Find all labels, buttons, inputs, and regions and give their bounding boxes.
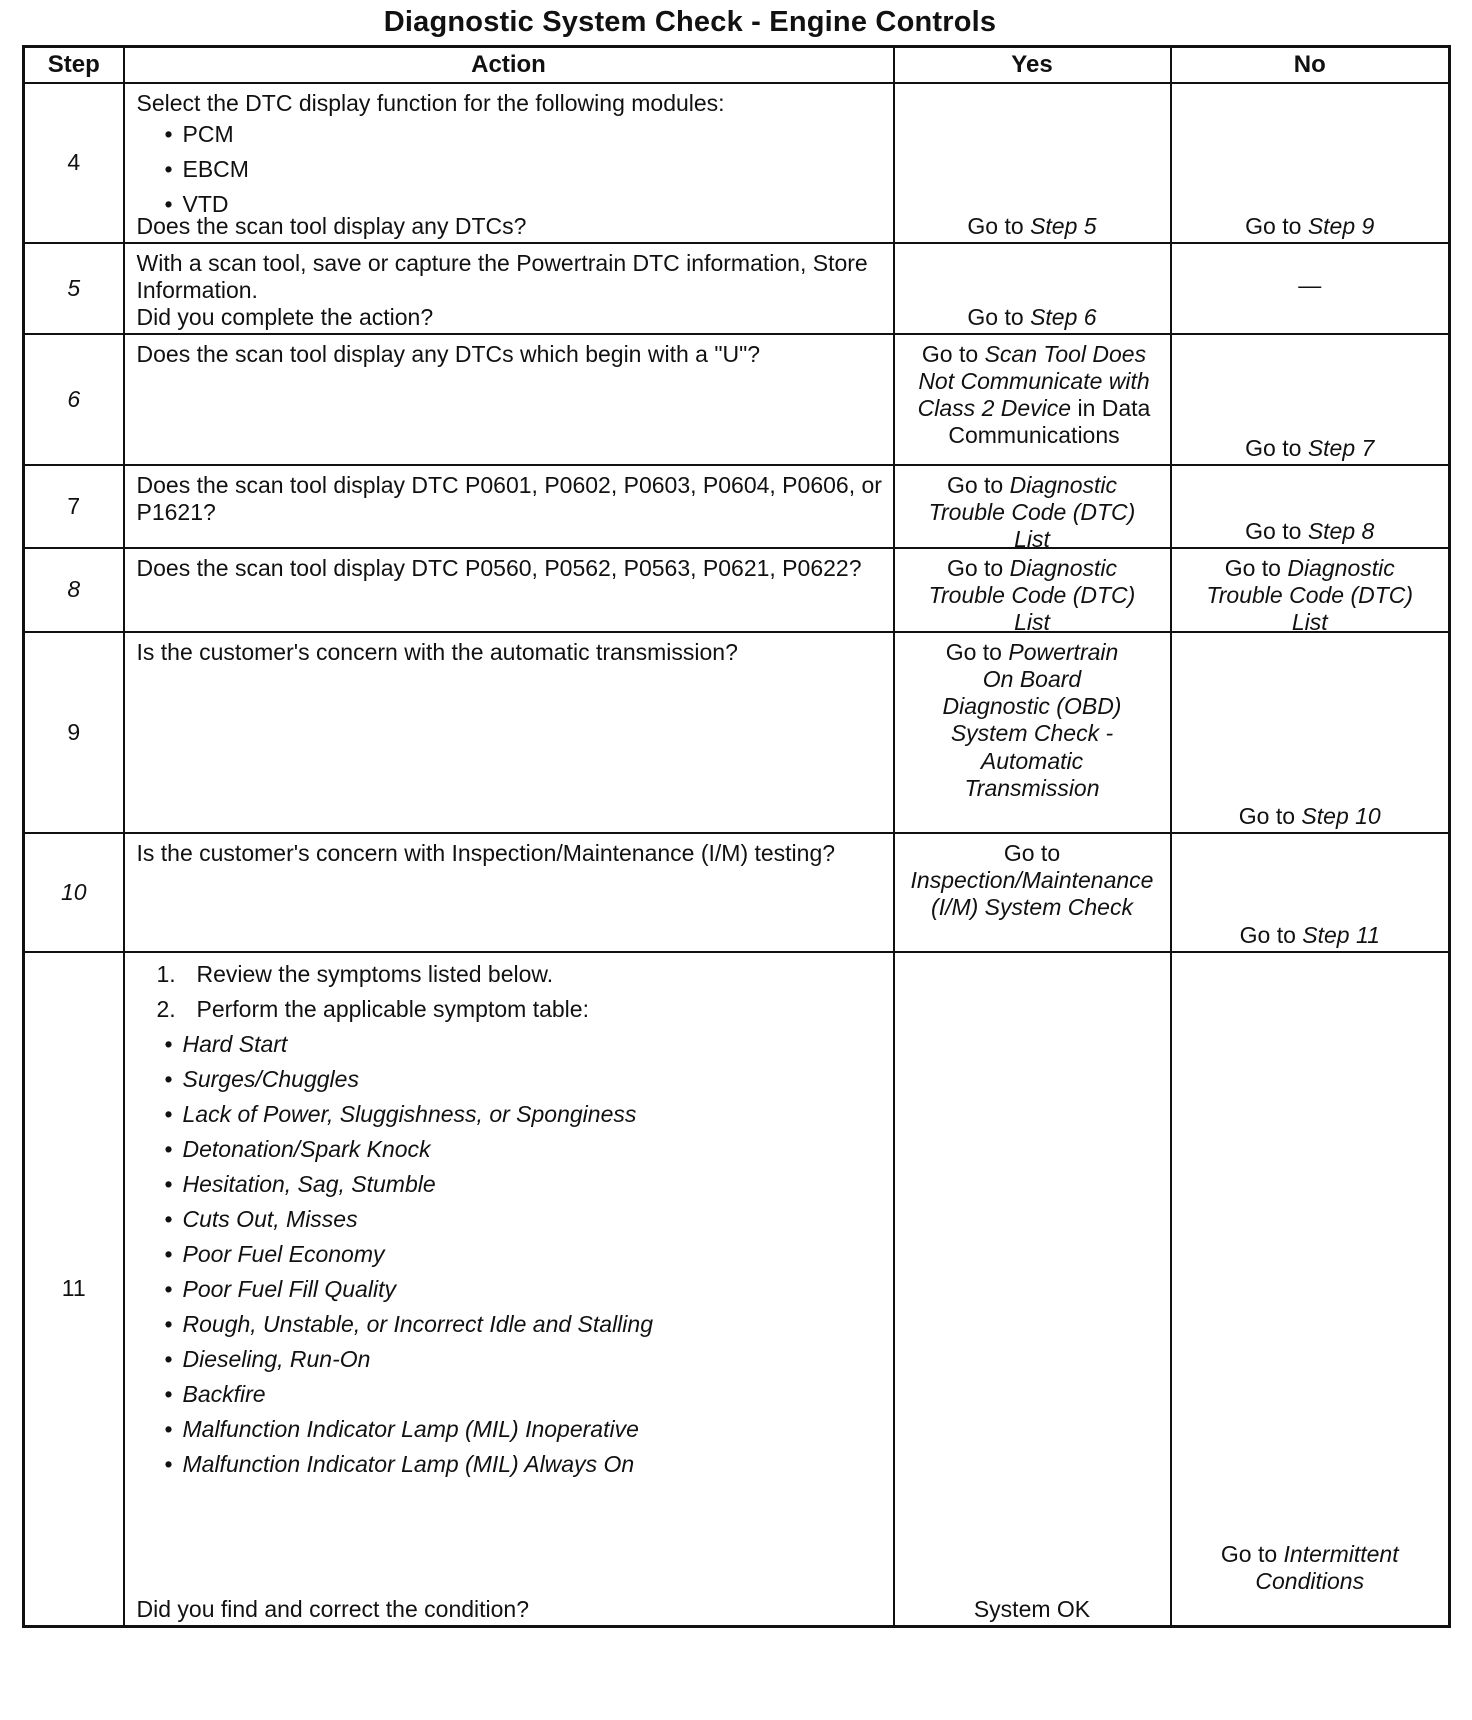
action-question: Does the scan tool display any DTCs?	[136, 212, 527, 239]
no-prefix: Go to	[1238, 802, 1302, 829]
no-link[interactable]: Step 8	[1307, 517, 1375, 544]
table-header-row	[24, 47, 1450, 84]
symptom-link[interactable]: • Lack of Power, Sluggishness, or Sponginess	[137, 1097, 883, 1132]
action-text: Select the DTC display function for the following modules:	[136, 90, 725, 116]
action-cell	[124, 243, 894, 334]
no-prefix: Go to	[1245, 212, 1308, 239]
table-row	[24, 632, 1450, 833]
symptom-link[interactable]: • Poor Fuel Fill Quality	[137, 1272, 883, 1307]
step-text: Review the symptoms listed below.	[196, 961, 554, 987]
step-number: 9	[24, 632, 124, 833]
action-cell	[124, 548, 894, 632]
yes-link[interactable]: Diagnostic Trouble Code (DTC) List	[928, 472, 1136, 553]
no-cell	[1171, 833, 1450, 952]
table-row	[24, 334, 1450, 465]
step-number: 7	[24, 465, 124, 548]
yes-prefix: Go to	[1003, 840, 1061, 866]
yes-cell	[894, 243, 1171, 334]
yes-prefix: Go to	[921, 341, 985, 367]
procedure-list	[137, 957, 883, 1027]
no-cell	[1171, 548, 1450, 636]
list-item	[137, 957, 883, 992]
no-link[interactable]: Step 11	[1302, 921, 1380, 948]
diagnostic-table	[22, 45, 1451, 1628]
yes-link[interactable]: Inspection/Maintenance (I/M) System Check	[910, 867, 1154, 921]
no-link[interactable]: Intermittent Conditions	[1255, 1540, 1399, 1594]
no-cell	[1171, 465, 1450, 548]
action-text: With a scan tool, save or capture the Powertrain DTC information, Store Information.	[136, 250, 868, 304]
action-cell	[124, 465, 894, 548]
symptom-link[interactable]: • Dieseling, Run-On	[137, 1342, 883, 1377]
yes-prefix: Go to	[946, 555, 1010, 581]
page-title: Diagnostic System Check - Engine Controls	[383, 6, 997, 38]
action-cell	[124, 952, 894, 1627]
step-number: 10	[24, 833, 124, 952]
no-link[interactable]: Diagnostic Trouble Code (DTC) List	[1206, 555, 1414, 636]
yes-link[interactable]: Scan Tool Does Not Communicate with Class 2 Device	[917, 341, 1150, 422]
no-cell	[1171, 334, 1450, 465]
action-question: Does the scan tool display DTC P0560, P0562, P0563, P0621, P0622?	[136, 555, 862, 581]
step-number: 5	[24, 243, 124, 334]
list-item: • EBCM	[137, 152, 883, 187]
step-num: 2.	[156, 996, 176, 1022]
symptom-link[interactable]: • Surges/Chuggles	[137, 1062, 883, 1097]
no-link[interactable]: Step 9	[1307, 212, 1375, 239]
no-cell	[1171, 632, 1450, 833]
yes-cell	[894, 833, 1171, 952]
table-row	[24, 465, 1450, 548]
action-question: Did you complete the action?	[136, 303, 434, 330]
action-cell	[124, 833, 894, 952]
step-number: 6	[24, 334, 124, 465]
action-cell	[124, 632, 894, 833]
no-value: —	[1298, 272, 1322, 298]
step-number: 8	[24, 548, 124, 632]
yes-suffix: in Data Communications	[948, 395, 1151, 449]
no-prefix: Go to	[1245, 517, 1308, 544]
action-question: Is the customer's concern with the automatic transmission?	[136, 639, 738, 665]
yes-cell	[894, 548, 1171, 636]
symptom-link[interactable]: • Rough, Unstable, or Incorrect Idle and Stalling	[137, 1307, 883, 1342]
no-link[interactable]: Step 7	[1307, 434, 1375, 461]
symptom-link[interactable]: • Malfunction Indicator Lamp (MIL) Inoperative	[137, 1412, 883, 1447]
list-item: • PCM	[137, 117, 883, 152]
symptom-link[interactable]: • Cuts Out, Misses	[137, 1202, 883, 1237]
header-step: Step	[24, 47, 124, 84]
step-number: 11	[24, 952, 124, 1627]
no-cell	[1171, 243, 1450, 334]
no-prefix: Go to	[1245, 434, 1308, 461]
yes-link[interactable]: Step 5	[1030, 212, 1097, 239]
yes-prefix: Go to	[945, 639, 1009, 665]
list-item: • VTD	[137, 187, 883, 222]
table-row	[24, 952, 1450, 1627]
yes-prefix: Go to	[967, 212, 1031, 239]
action-question: Does the scan tool display DTC P0601, P0602, P0603, P0604, P0606, or P1621?	[136, 472, 882, 526]
table-row	[24, 243, 1450, 334]
table-row	[24, 548, 1450, 632]
no-prefix: Go to	[1224, 555, 1288, 581]
header-action: Action	[124, 47, 894, 84]
yes-cell	[894, 334, 1171, 465]
yes-value: System OK	[973, 1595, 1091, 1622]
list-item	[137, 992, 883, 1027]
table-row	[24, 83, 1450, 243]
symptom-link[interactable]: • Poor Fuel Economy	[137, 1237, 883, 1272]
action-question: Is the customer's concern with Inspection/Maintenance (I/M) testing?	[136, 840, 836, 866]
yes-link[interactable]: Diagnostic Trouble Code (DTC) List	[928, 555, 1136, 636]
step-num: 1.	[156, 961, 176, 987]
yes-link[interactable]: Step 6	[1030, 303, 1097, 330]
action-cell	[124, 334, 894, 465]
symptom-list	[137, 1027, 883, 1482]
header-yes: Yes	[894, 47, 1171, 84]
no-prefix: Go to	[1239, 921, 1303, 948]
yes-cell	[894, 632, 1171, 833]
module-list	[137, 117, 883, 222]
yes-prefix: Go to	[967, 303, 1031, 330]
yes-cell	[894, 952, 1171, 1627]
step-text: Perform the applicable symptom table:	[196, 996, 589, 1022]
no-cell	[1171, 952, 1450, 1627]
step-number: 4	[24, 83, 124, 243]
action-cell	[124, 83, 894, 243]
action-question: Does the scan tool display any DTCs which begin with a "U"?	[136, 341, 761, 367]
no-cell	[1171, 83, 1450, 243]
yes-prefix: Go to	[946, 472, 1010, 498]
symptom-link[interactable]: • Hard Start	[137, 1027, 883, 1062]
symptom-link[interactable]: • Detonation/Spark Knock	[137, 1132, 883, 1167]
yes-cell	[894, 465, 1171, 553]
action-question: Did you find and correct the condition?	[136, 1595, 530, 1622]
yes-cell	[894, 83, 1171, 243]
symptom-link[interactable]: • Backfire	[137, 1377, 883, 1412]
no-link[interactable]: Step 10	[1301, 802, 1381, 829]
no-prefix: Go to	[1220, 1540, 1284, 1567]
symptom-link[interactable]: • Hesitation, Sag, Stumble	[137, 1167, 883, 1202]
table-row	[24, 833, 1450, 952]
yes-link[interactable]: Powertrain On Board Diagnostic (OBD) System Check - Automatic Transmission	[942, 639, 1122, 801]
symptom-link[interactable]: • Malfunction Indicator Lamp (MIL) Always On	[137, 1447, 883, 1482]
header-no: No	[1171, 47, 1450, 84]
